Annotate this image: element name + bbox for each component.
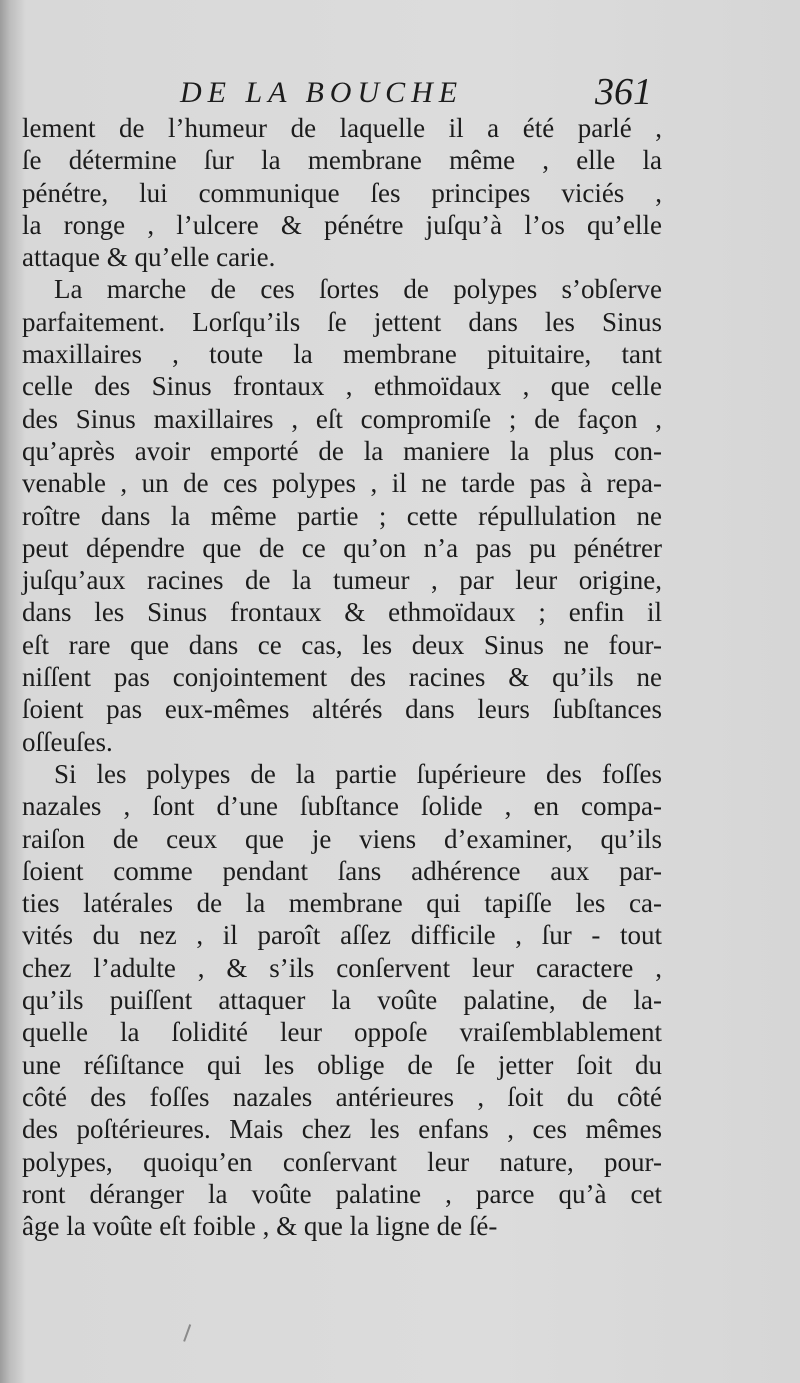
text-line: pénétre, lui communique ſes principes viciés , [22,177,662,208]
text-line: peut dépendre que de ce qu’on n’a pas pu pénétrer [22,532,662,563]
text-line: des poſtérieures. Mais chez les enfans , ces mêmes [22,1114,662,1145]
text-line: âge la voûte eſt foible , & que la ligne de ſé- [22,1211,498,1242]
text-line: parfaitement. Lorſqu’ils ſe jettent dans les Sinus [22,306,662,337]
text-line: nazales , ſont d’une ſubſtance ſolide , en compa- [22,791,662,822]
text-line: maxillaires , toute la membrane pituitaire, tant [22,339,662,370]
text-line: une réſiſtance qui les oblige de ſe jetter ſoit du [22,1049,662,1080]
text-line: la ronge , l’ulcere & pénétre juſqu’à l’os qu’elle [22,209,662,240]
text-line: chez l’adulte , & s’ils conſervent leur caractere , [22,952,662,983]
text-line: dans les Sinus frontaux & ethmoïdaux ; enfin il [22,597,662,628]
running-head: DE LA BOUCHE [180,76,464,109]
text-line: celle des Sinus frontaux , ethmoïdaux , que celle [22,371,662,402]
text-line: quelle la ſolidité leur oppoſe vraiſemblablement [22,1017,662,1048]
text-line: juſqu’aux racines de la tumeur , par leur origine, [22,565,662,596]
text-line: attaque & qu’elle carie. [22,242,276,273]
text-line: ſoient pas eux-mêmes altérés dans leurs ſubſtances [22,694,662,725]
text-line: qu’ils puiſſent attaquer la voûte palatine, de la- [22,985,662,1016]
text-line: raiſon de ceux que je viens d’examiner, qu’ils [22,823,662,854]
text-line: lement de l’humeur de laquelle il a été parlé , [22,113,662,143]
paragraph [22,112,662,273]
paragraph-list [22,112,662,1242]
text-line: roître dans la même partie ; cette répullulation ne [22,500,662,531]
text-line: des Sinus maxillaires , eſt compromiſe ; de façon , [22,403,662,434]
text-line: ſe détermine ſur la membrane même , elle la [22,145,662,176]
text-line: polypes, quoiqu’en conſervant leur nature, pour- [22,1146,662,1177]
text-line: oſſeuſes. [22,726,113,757]
text-line: venable , un de ces polypes , il ne tarde pas à repa- [22,468,662,499]
margin-mark [183,1324,197,1344]
text-line: ſoient comme pendant ſans adhérence aux par- [22,855,662,886]
text-line: La marche de ces ſortes de polypes s’obſerve [54,274,662,305]
body-text [22,112,662,1242]
paragraph [22,273,662,757]
text-line: niſſent pas conjointement des racines & qu’ils ne [22,662,662,693]
text-line: côté des foſſes nazales antérieures , ſoit du côté [22,1081,662,1112]
text-line: Si les polypes de la partie ſupérieure des foſſes [54,758,662,789]
text-line: eſt rare que dans ce cas, les deux Sinus ne four- [22,629,662,660]
text-line: vités du nez , il paroît aſſez difficile , ſur - tout [22,920,662,951]
text-line: ties latérales de la membrane qui tapiſſe les ca- [22,888,662,919]
text-line: ront déranger la voûte palatine , parce qu’à cet [22,1178,662,1209]
text-line: qu’après avoir emporté de la maniere la plus con- [22,435,662,466]
page-number: 361 [595,71,652,113]
paragraph [22,758,662,1242]
